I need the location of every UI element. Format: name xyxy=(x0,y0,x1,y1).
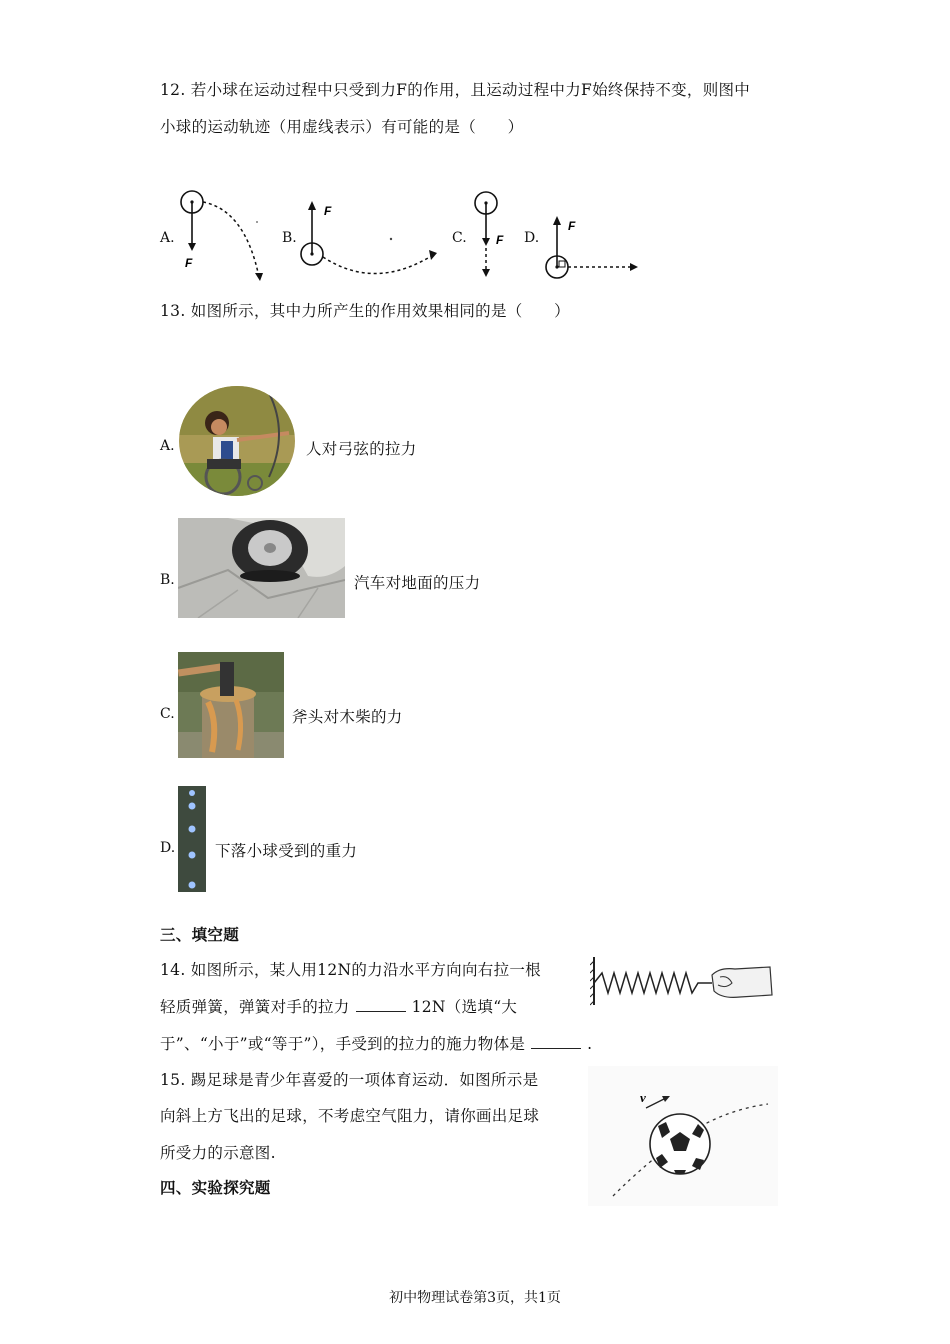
q12-stem-line2: 小球的运动轨迹（用虚线表示）有可能的是（ ） xyxy=(160,118,524,136)
section-3-heading: 三、填空题 xyxy=(160,925,240,944)
q14-line2: 轻质弹簧，弹簧对手的拉力 12N（选填“大 xyxy=(160,998,518,1016)
force-label: F xyxy=(185,256,193,270)
svg-text:F: F xyxy=(324,204,332,218)
q12-option-a-figure xyxy=(175,185,275,285)
archer-photo xyxy=(177,385,297,497)
car-tire-photo xyxy=(178,518,345,618)
q15-line3: 所受力的示意图. xyxy=(160,1144,276,1162)
spring-hand-figure xyxy=(590,955,775,1007)
q15-line2: 向斜上方飞出的足球，不考虑空气阻力，请你画出足球 xyxy=(160,1107,540,1125)
velocity-label: v xyxy=(640,1090,646,1105)
q13-option-b-text: 汽车对地面的压力 xyxy=(354,574,481,592)
q13-option-a-text: 人对弓弦的拉力 xyxy=(306,440,417,458)
page-footer: 初中物理试卷第3页，共1页 xyxy=(389,1290,561,1306)
q14-line3: 于”、“小于”或“等于”），手受到的拉力的施力物体是 . xyxy=(160,1035,593,1053)
q13-option-d-label[interactable]: D. xyxy=(160,840,176,856)
section-4-heading: 四、实验探究题 xyxy=(160,1178,271,1197)
q15-line1: 15. 踢足球是青少年喜爱的一项体育运动．如图所示是 xyxy=(160,1071,539,1089)
axe-wood-photo xyxy=(178,652,284,758)
q12-option-b-figure xyxy=(295,195,445,275)
q12-stem-line1: 12. 若小球在运动过程中只受到力F的作用，且运动过程中力F始终保持不变，则图中 xyxy=(160,81,751,99)
svg-text:F: F xyxy=(568,219,576,233)
q12-option-b-label[interactable]: B. xyxy=(282,230,297,246)
q14-blank-2[interactable] xyxy=(531,1034,581,1049)
q12-option-d-label[interactable]: D. xyxy=(524,230,540,246)
soccer-ball-figure xyxy=(588,1066,778,1206)
q12-option-d-figure xyxy=(540,212,645,284)
q13-option-b-label[interactable]: B. xyxy=(160,572,175,588)
q12-option-c-figure xyxy=(470,186,520,281)
q12-option-c-label[interactable]: C. xyxy=(452,230,467,246)
svg-text:F: F xyxy=(496,233,504,247)
q13-option-c-text: 斧头对木柴的力 xyxy=(292,708,403,726)
q14-blank-1[interactable] xyxy=(356,997,406,1012)
falling-ball-photo xyxy=(178,786,206,892)
q12-option-a-label[interactable]: A. xyxy=(160,230,175,246)
q13-stem: 13. 如图所示，其中力所产生的作用效果相同的是（ ） xyxy=(160,302,570,320)
q13-option-a-label[interactable]: A. xyxy=(160,438,175,454)
q13-option-c-label[interactable]: C. xyxy=(160,706,175,722)
q14-line1: 14. 如图所示，某人用12N的力沿水平方向向右拉一根 xyxy=(160,961,541,979)
q13-option-d-text: 下落小球受到的重力 xyxy=(215,842,358,860)
